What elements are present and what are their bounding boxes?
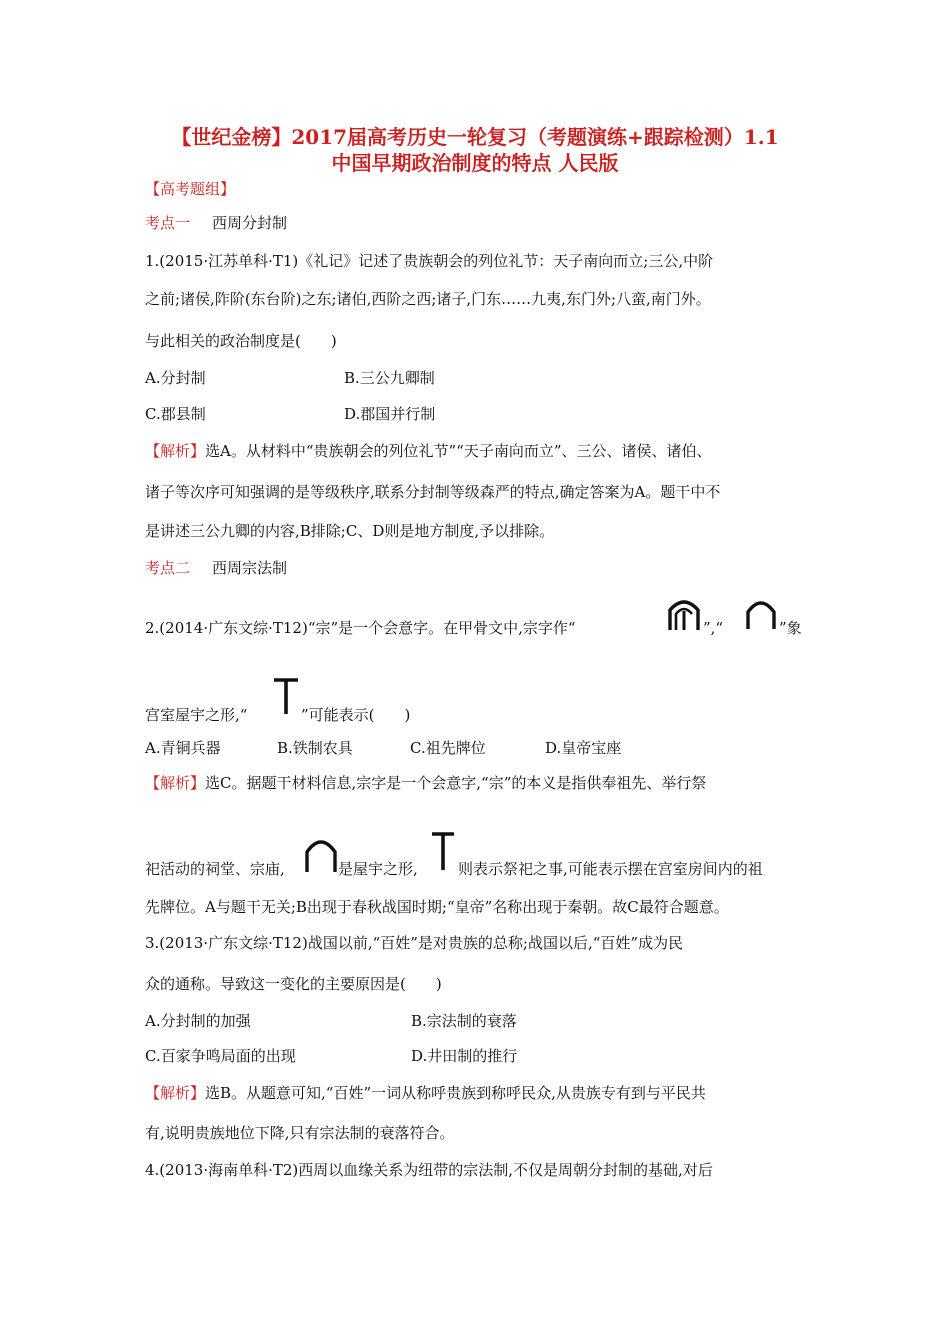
q2-line1c: ”象 <box>779 619 802 637</box>
doc-title-line1: 【世纪金榜】2017届高考历史一轮复习（考题演练+跟踪检测）1.1 <box>171 125 779 149</box>
oracle-roof-glyph-icon <box>745 596 777 632</box>
q2-analysis-line2c: 则表示祭祀之事,可能表示摆在宫室房间内的祖 <box>458 860 763 878</box>
q2-analysis-text1: 选C。据题干材料信息,宗字是一个会意字,“宗”的本义是指供奉祖先、举行祭 <box>205 774 707 792</box>
q2-analysis-line1 <box>145 772 706 794</box>
q3-option-a: A.分封制的加强 <box>145 1012 251 1030</box>
kp2-label: 考点二 <box>145 559 191 577</box>
oracle-shi-glyph-2-icon <box>430 830 456 872</box>
q2-analysis-line2a: 祀活动的祠堂、宗庙, <box>145 860 285 878</box>
q3-analysis-text1: 选B。从题意可知,“百姓”一词从称呼贵族到称呼民众,从贵族专有到与平民共 <box>205 1084 706 1102</box>
q2-option-c: C.祖先牌位 <box>410 739 486 757</box>
q3-option-b: B.宗法制的衰落 <box>411 1012 517 1030</box>
q2-option-b: B.铁制农具 <box>277 739 353 757</box>
q1-option-c: C.郡县制 <box>145 405 206 423</box>
q3-option-c: C.百家争鸣局面的出现 <box>145 1047 296 1065</box>
q3-analysis-tag: 【解析】 <box>145 1084 206 1102</box>
q3-line1: 3.(2013·广东文综·T12)战国以前,“百姓”是对贵族的总称;战国以后,“百姓”成为民 <box>145 934 684 952</box>
kp1-heading <box>145 212 287 234</box>
q2-line2b: ”可能表示( ) <box>301 706 411 724</box>
q1-line3: 与此相关的政治制度是( ) <box>145 332 337 350</box>
kp2-heading <box>145 557 287 579</box>
q3-analysis-line1 <box>145 1082 706 1104</box>
q2-line2a: 宫室屋宇之形,“ <box>145 706 248 724</box>
oracle-zong-glyph-icon <box>667 596 701 632</box>
q3-option-d: D.井田制的推行 <box>411 1047 518 1065</box>
q2-option-d: D.皇帝宝座 <box>545 739 622 757</box>
q3-analysis-line2: 有,说明贵族地位下降,只有宗法制的衰落符合。 <box>145 1124 455 1142</box>
q2-analysis-line3: 先牌位。A与题干无关;B出现于春秋战国时期;“皇帝”名称出现于秦朝。故C最符合题意。 <box>145 898 729 916</box>
q1-analysis-tag: 【解析】 <box>145 442 206 460</box>
q1-option-b: B.三公九卿制 <box>344 369 435 387</box>
q1-analysis-line1 <box>145 440 712 462</box>
q4-line1: 4.(2013·海南单科·T2)西周以血缘关系为纽带的宗法制,不仅是周朝分封制的基础,对后 <box>145 1161 713 1179</box>
q1-analysis-line3: 是讲述三公九卿的内容,B排除;C、D则是地方制度,予以排除。 <box>145 522 555 540</box>
q2-line1a: 2.(2014·广东文综·T12)“宗”是一个会意字。在甲骨文中,宗字作“ <box>145 619 576 637</box>
q1-line1: 1.(2015·江苏单科·T1)《礼记》记述了贵族朝会的列位礼节：天子南向而立;三公,中阶 <box>145 252 714 270</box>
kp1-label: 考点一 <box>145 214 191 232</box>
q2-option-a: A.青铜兵器 <box>145 739 221 757</box>
q2-analysis-tag: 【解析】 <box>145 774 206 792</box>
oracle-shi-glyph-icon <box>272 676 300 716</box>
q2-line1b: ”,“ <box>703 619 724 637</box>
kp1-name: 西周分封制 <box>212 214 288 232</box>
q1-option-d: D.郡国并行制 <box>344 405 436 423</box>
q1-line2: 之前;诸侯,阼阶(东台阶)之东;诸伯,西阶之西;诸子,门东……九夷,东门外;八蛮,南门外。 <box>145 290 711 308</box>
kp2-name: 西周宗法制 <box>212 559 288 577</box>
q1-option-a: A.分封制 <box>145 369 206 387</box>
oracle-roof-glyph-2-icon <box>304 834 338 874</box>
section-heading: 【高考题组】 <box>145 180 236 198</box>
doc-title-line2: 中国早期政治制度的特点 人民版 <box>331 151 619 175</box>
q2-analysis-line2b: 是屋宇之形, <box>338 860 418 878</box>
q3-line2: 众的通称。导致这一变化的主要原因是( ) <box>145 975 442 993</box>
q1-analysis-text1: 选A。从材料中“贵族朝会的列位礼节”“天子南向而立”、三公、诸侯、诸伯、 <box>205 442 712 460</box>
q1-analysis-line2: 诸子等次序可知强调的是等级秩序,联系分封制等级森严的特点,确定答案为A。题干中不 <box>145 483 721 501</box>
